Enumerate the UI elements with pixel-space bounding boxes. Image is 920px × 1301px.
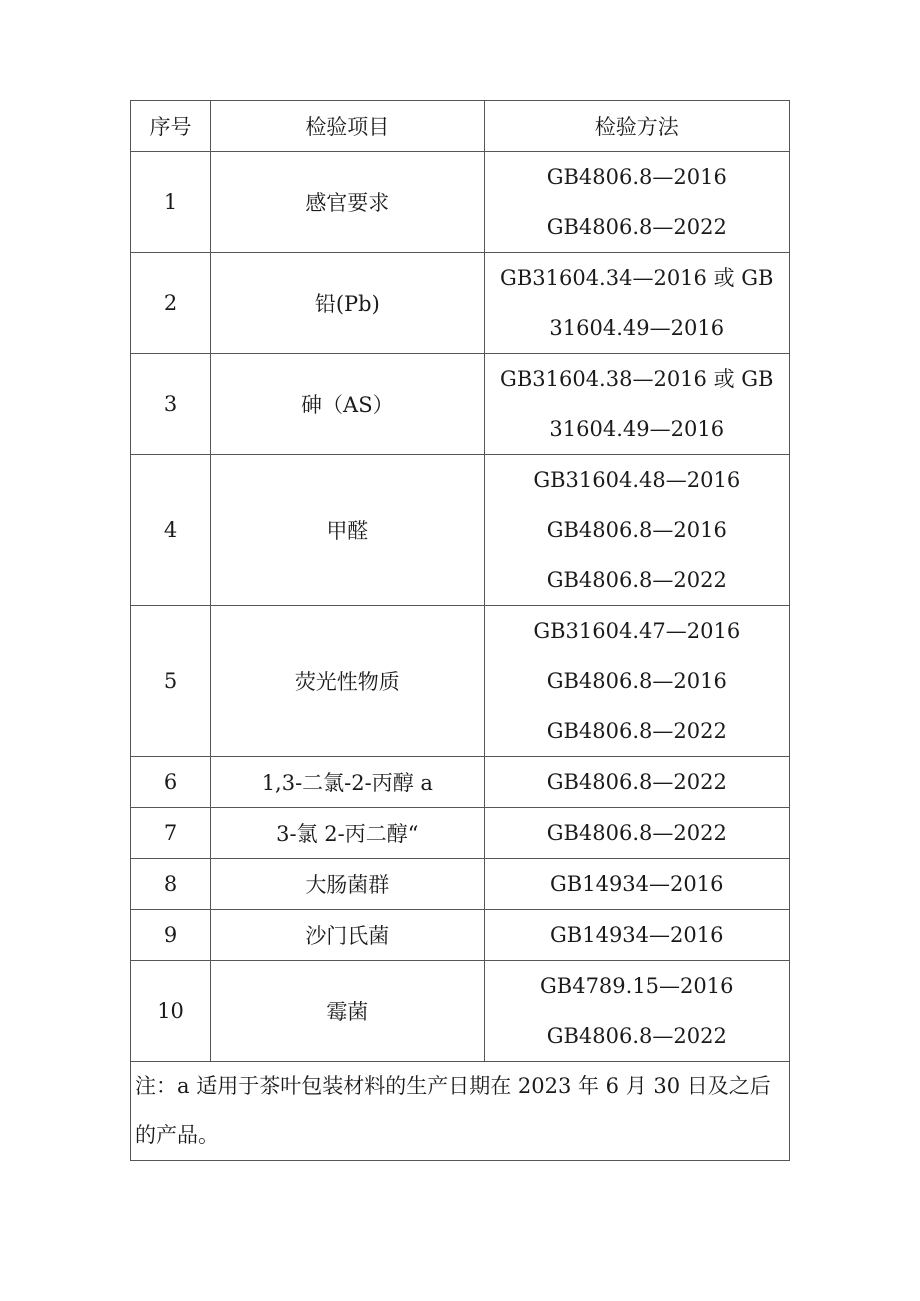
header-item: 检验项目 <box>211 101 484 152</box>
header-no: 序号 <box>131 101 211 152</box>
method-line: GB31604.48—2016 <box>533 468 741 492</box>
method-line: GB4806.8—2022 <box>546 770 727 794</box>
header-method: 检验方法 <box>484 101 789 152</box>
table-row <box>131 152 790 253</box>
table-row <box>131 455 790 606</box>
row-item: 沙门氏菌 <box>211 910 484 961</box>
row-methods <box>484 253 789 354</box>
method-line: 31604.49—2016 <box>549 316 725 340</box>
table-row <box>131 757 790 808</box>
method-line: GB4806.8—2016 <box>546 669 727 693</box>
inspection-table <box>130 100 790 1161</box>
row-no: 7 <box>131 808 211 859</box>
method-line: GB4806.8—2016 <box>546 518 727 542</box>
row-item: 3-氯 2-丙二醇“ <box>211 808 484 859</box>
row-methods <box>484 859 789 910</box>
method-line: GB31604.38—2016 或 GB <box>500 367 774 391</box>
table-row <box>131 606 790 757</box>
note-row <box>131 1062 790 1161</box>
method-line: 31604.49—2016 <box>549 417 725 441</box>
row-methods <box>484 961 789 1062</box>
method-line: GB14934—2016 <box>550 923 724 947</box>
row-methods <box>484 808 789 859</box>
row-item: 荧光性物质 <box>211 606 484 757</box>
method-line: GB31604.47—2016 <box>533 619 741 643</box>
row-methods <box>484 152 789 253</box>
method-line: GB4806.8—2022 <box>546 1024 727 1048</box>
table-header-row <box>131 101 790 152</box>
row-no: 1 <box>131 152 211 253</box>
table-row <box>131 808 790 859</box>
row-methods <box>484 606 789 757</box>
row-no: 4 <box>131 455 211 606</box>
row-item: 感官要求 <box>211 152 484 253</box>
table-row <box>131 961 790 1062</box>
row-methods <box>484 455 789 606</box>
row-item: 甲醛 <box>211 455 484 606</box>
row-no: 3 <box>131 354 211 455</box>
row-no: 2 <box>131 253 211 354</box>
row-methods <box>484 757 789 808</box>
method-line: GB4806.8—2016 <box>546 165 727 189</box>
method-line: GB14934—2016 <box>550 872 724 896</box>
row-no: 8 <box>131 859 211 910</box>
method-line: GB4806.8—2022 <box>546 568 727 592</box>
row-item: 砷（AS） <box>211 354 484 455</box>
method-line: GB4806.8—2022 <box>546 821 727 845</box>
table-row <box>131 910 790 961</box>
row-no: 9 <box>131 910 211 961</box>
method-line: GB4806.8—2022 <box>546 719 727 743</box>
row-item: 铅(Pb) <box>211 253 484 354</box>
method-line: GB4789.15—2016 <box>540 974 734 998</box>
row-item: 大肠菌群 <box>211 859 484 910</box>
row-no: 5 <box>131 606 211 757</box>
row-methods <box>484 910 789 961</box>
table-row <box>131 354 790 455</box>
row-item: 霉菌 <box>211 961 484 1062</box>
table-note: 注：a 适用于茶叶包装材料的生产日期在 2023 年 6 月 30 日及之后的产品。 <box>131 1062 790 1161</box>
method-line: GB31604.34—2016 或 GB <box>500 266 774 290</box>
table-row <box>131 253 790 354</box>
row-no: 6 <box>131 757 211 808</box>
row-item: 1,3-二氯-2-丙醇 a <box>211 757 484 808</box>
method-line: GB4806.8—2022 <box>546 215 727 239</box>
row-methods <box>484 354 789 455</box>
row-no: 10 <box>131 961 211 1062</box>
table-row <box>131 859 790 910</box>
